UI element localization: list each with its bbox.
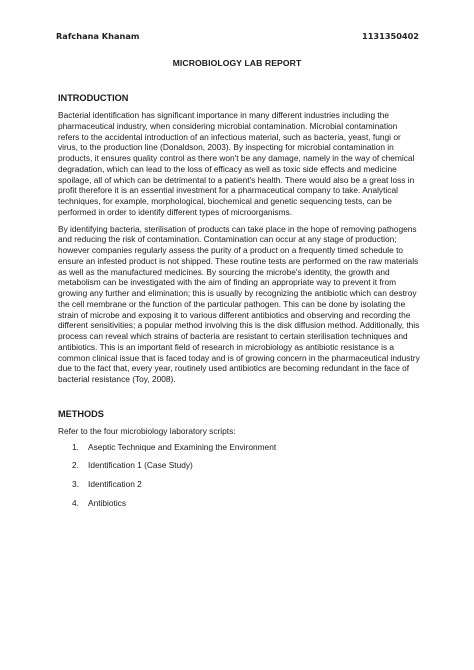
introduction-paragraph: By identifying bacteria, sterilisation of products can take place in the hope of removing pathogens and reducing the risk of contamination. Contamination can occur at any stage of production; however companies regularly assess the purity of a product on a frequently timed schedule to ensure an infested product is not shipped. These routine tests are performed on the raw materials as well as the manufactured medicines. By sourcing the microbe's identity, the growth and metabolism can be investigated with the aim of finding an appropriate way to prevent it from growing any further and elimination; this is usually by recognizing the antibiotic which can destroy the cell membrane or the function of the particular pathogen. This can be done by isolating the strain of microbe and exposing it to various different antibiotics and observing and recording the different sensitivities; a popular method involving this is the disk diffusion method. Additionally, this process can reveal which strains of bacteria are resistant to certain sterilisation techniques and antibiotics. This is an important field of research in microbiology as antibiotic resistance is a common clinical issue that is faced today and is of growing concern in the pharmaceutical industry due to the fact that, every year, routinely used antibiotics are becoming redundant in the face of bacterial resistance (Toy, 2008).	[58, 223, 420, 384]
list-item-number: 3.	[72, 479, 79, 489]
page-header	[56, 31, 419, 43]
student-id: 1131350402	[362, 31, 419, 41]
list-item-text: Identification 1 (Case Study)	[88, 460, 193, 471]
methods-list-item	[58, 479, 420, 490]
introduction-heading: INTRODUCTION	[58, 93, 129, 103]
methods-list-item	[58, 442, 420, 453]
list-item-text: Aseptic Technique and Examining the Environment	[88, 441, 277, 452]
report-title: MICROBIOLOGY LAB REPORT	[172, 58, 302, 68]
methods-list-item	[58, 460, 420, 471]
list-item-number: 4.	[72, 497, 79, 508]
list-item-number: 2.	[72, 460, 79, 471]
methods-list	[58, 442, 420, 509]
author-name: Rafchana Khanam	[56, 31, 140, 41]
report-body	[58, 93, 420, 517]
list-item-text: Identification 2	[88, 479, 142, 489]
list-item-text: Antibiotics	[88, 497, 127, 508]
introduction-paragraph: Bacterial identification has significant importance in many different industries including the pharmaceutical industry, when considering microbial contamination. Microbial contamination refers to the accidental introduction of an infectious material, such as bacteria, yeast, fungi or virus, to the production line (Donaldson, 2003). By inspecting for microbial contamination in products, it ensures quality control as there won't be any damage, namely in the way of chemical degradation, which can lead to the loss of efficacy as well as toxic side effects and medicine spoilage, all of which can be detrimental to a patient's health. There would also be a great loss in profit therefore it is an essential investment for a pharmaceutical company to take. Analytical techniques, for example, morphological, biochemical and genetic sequencing tests, can be performed in order to identify different types of microorganisms.	[58, 110, 415, 217]
methods-intro: Refer to the four microbiology laboratory scripts:	[58, 425, 236, 436]
methods-heading: METHODS	[58, 408, 104, 419]
methods-list-item	[58, 498, 420, 509]
list-item-number: 1.	[72, 441, 79, 452]
